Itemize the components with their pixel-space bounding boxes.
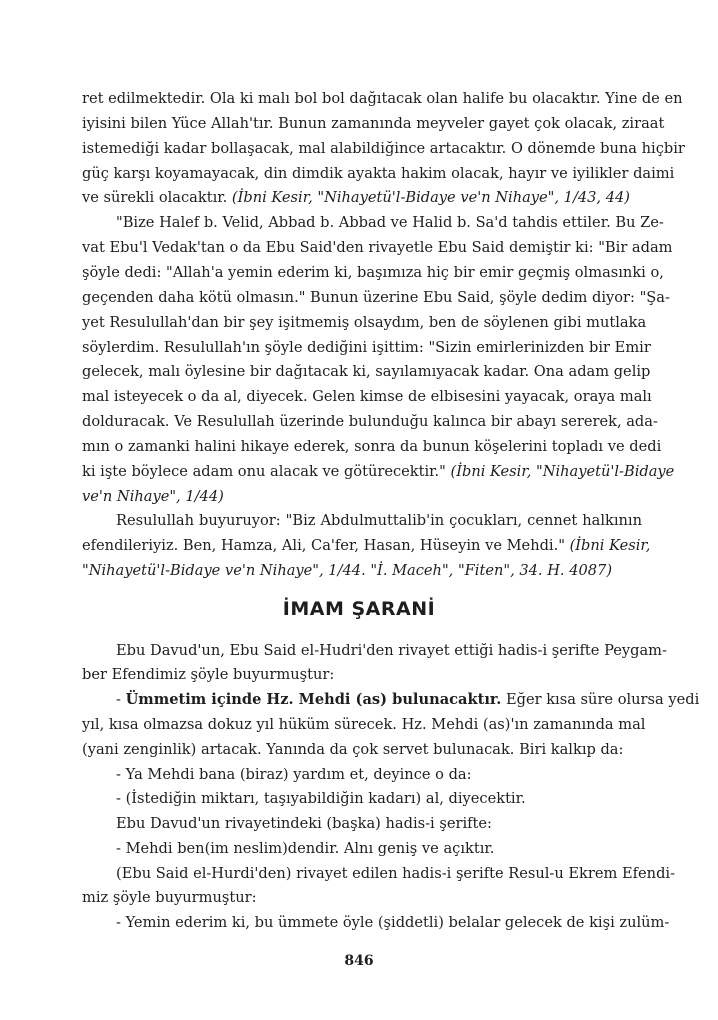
text-line: gelecek, malı öylesine bir dağıtacak ki, sayılamıyacak kadar. Ona adam gelip [82,363,651,380]
text-line: söylerdim. Resulullah'ın şöyle dediğini işittim: "Sizin emirlerinizden bir Emir [82,339,651,356]
bold-hadith-text: Ümmetim içinde Hz. Mehdi (as) bulunacaktır. [125,691,502,708]
text-line: Resulullah buyuruyor: "Biz Abdulmuttalib'in çocukları, cennet halkının [116,512,642,529]
text-line [82,560,642,582]
text-line: - Mehdi ben(im neslim)dendir. Alnı geniş ve açıktır. [116,840,495,857]
text-line: dolduracak. Ve Resulullah üzerinde bulunduğu kalınca bir abayı sererek, ada- [82,413,658,430]
text-line: Ebu Davud'un rivayetindeki (başka) hadis-i şerifte: [116,815,492,832]
text-line: (yani zenginlik) artacak. Yanında da çok servet bulunacak. Biri kalkıp da: [82,741,624,758]
citation: ve'n Nihaye", 1/44) [82,488,224,505]
citation: (İbni Kesir, "Nihayetü'l-Bidaye ve'n Nihaye", 1/43, 44) [231,189,630,206]
text-line: geçenden daha kötü olmasın." Bunun üzerine Ebu Said, şöyle dedim diyor: "Şa- [82,289,670,306]
text-line: - Yemin ederim ki, bu ümmete öyle (şiddetli) belalar gelecek de kişi zulüm- [116,914,670,931]
text-line: iyisini bilen Yüce Allah'tır. Bunun zamanında meyveler gayet çok olacak, ziraat [82,115,665,132]
text-line: mın o zamanki halini hikaye ederek, sonra da bunun köşelerini topladı ve dedi [82,438,662,455]
text-line: Ebu Davud'un, Ebu Said el-Hudri'den rivayet ettiği hadis-i şerifte Peygam- [116,642,667,659]
citation: (İbni Kesir, "Nihayetü'l-Bidaye [450,463,675,480]
text-line: yıl, kısa olmazsa dokuz yıl hüküm sürecek. Hz. Mehdi (as)'ın zamanında mal [82,716,646,733]
text-line: - Ya Mehdi bana (biraz) yardım et, deyince o da: [116,766,472,783]
text-line: istemediği kadar bollaşacak, mal alabildiğince artacaktır. O dönemde buna hiçbir [82,140,685,157]
text-line: yet Resulullah'dan bir şey işitmemiş olsaydım, ben de söylenen gibi mutlaka [82,314,647,331]
text-line: ve sürekli olacaktır. (İbni Kesir, "Nihayetü'l-Bidaye ve'n Nihaye", 1/43, 44) [82,189,630,206]
text-line: - (İstediğin miktarı, taşıyabildiğin kadarı) al, diyecektir. [116,790,526,807]
text-line: ki işte böylece adam onu alacak ve götürecektir." (İbni Kesir, "Nihayetü'l-Bidaye [82,463,675,480]
section-heading: İMAM ŞARANİ [282,598,436,620]
text-line: güç karşı koyamayacak, din dimdik ayakta hakim olacak, hayır ve iyilikler daimi [82,165,675,182]
text-line [82,486,642,508]
citation: "Nihayetü'l-Bidaye ve'n Nihaye", 1/44. "İ. Maceh", "Fiten", 34. H. 4087) [82,562,613,579]
citation: (İbni Kesir, [569,537,651,554]
text-line: ber Efendimiz şöyle buyurmuştur: [82,666,335,683]
text-line: efendileriyiz. Ben, Hamza, Ali, Ca'fer, Hasan, Hüseyin ve Mehdi." (İbni Kesir, [82,537,651,554]
text-line: mal isteyecek o da al, diyecek. Gelen kimse de elbisesini yayacak, oraya malı [82,388,652,405]
text-line: ret edilmektedir. Ola ki malı bol bol dağıtacak olan halife bu olacaktır. Yine de en [82,90,683,107]
text-line: vat Ebu'l Vedak'tan o da Ebu Said'den rivayetle Ebu Said demiştir ki: "Bir adam [82,239,673,256]
text-line: - Ümmetim içinde Hz. Mehdi (as) bulunacaktır. Eğer kısa süre olursa yedi [116,691,700,708]
text-line: "Bize Halef b. Velid, Abbad b. Abbad ve Halid b. Sa'd tahdis ettiler. Bu Ze- [116,214,664,231]
page-number: 846 [344,953,374,969]
text-line: şöyle dedi: "Allah'a yemin ederim ki, başımıza hiç bir emir geçmiş olmasınki o, [82,264,664,281]
text-line: (Ebu Said el-Hurdi'den) rivayet edilen hadis-i şerifte Resul-u Ekrem Efendi- [116,865,676,882]
text-line: miz şöyle buyurmuştur: [82,889,257,906]
